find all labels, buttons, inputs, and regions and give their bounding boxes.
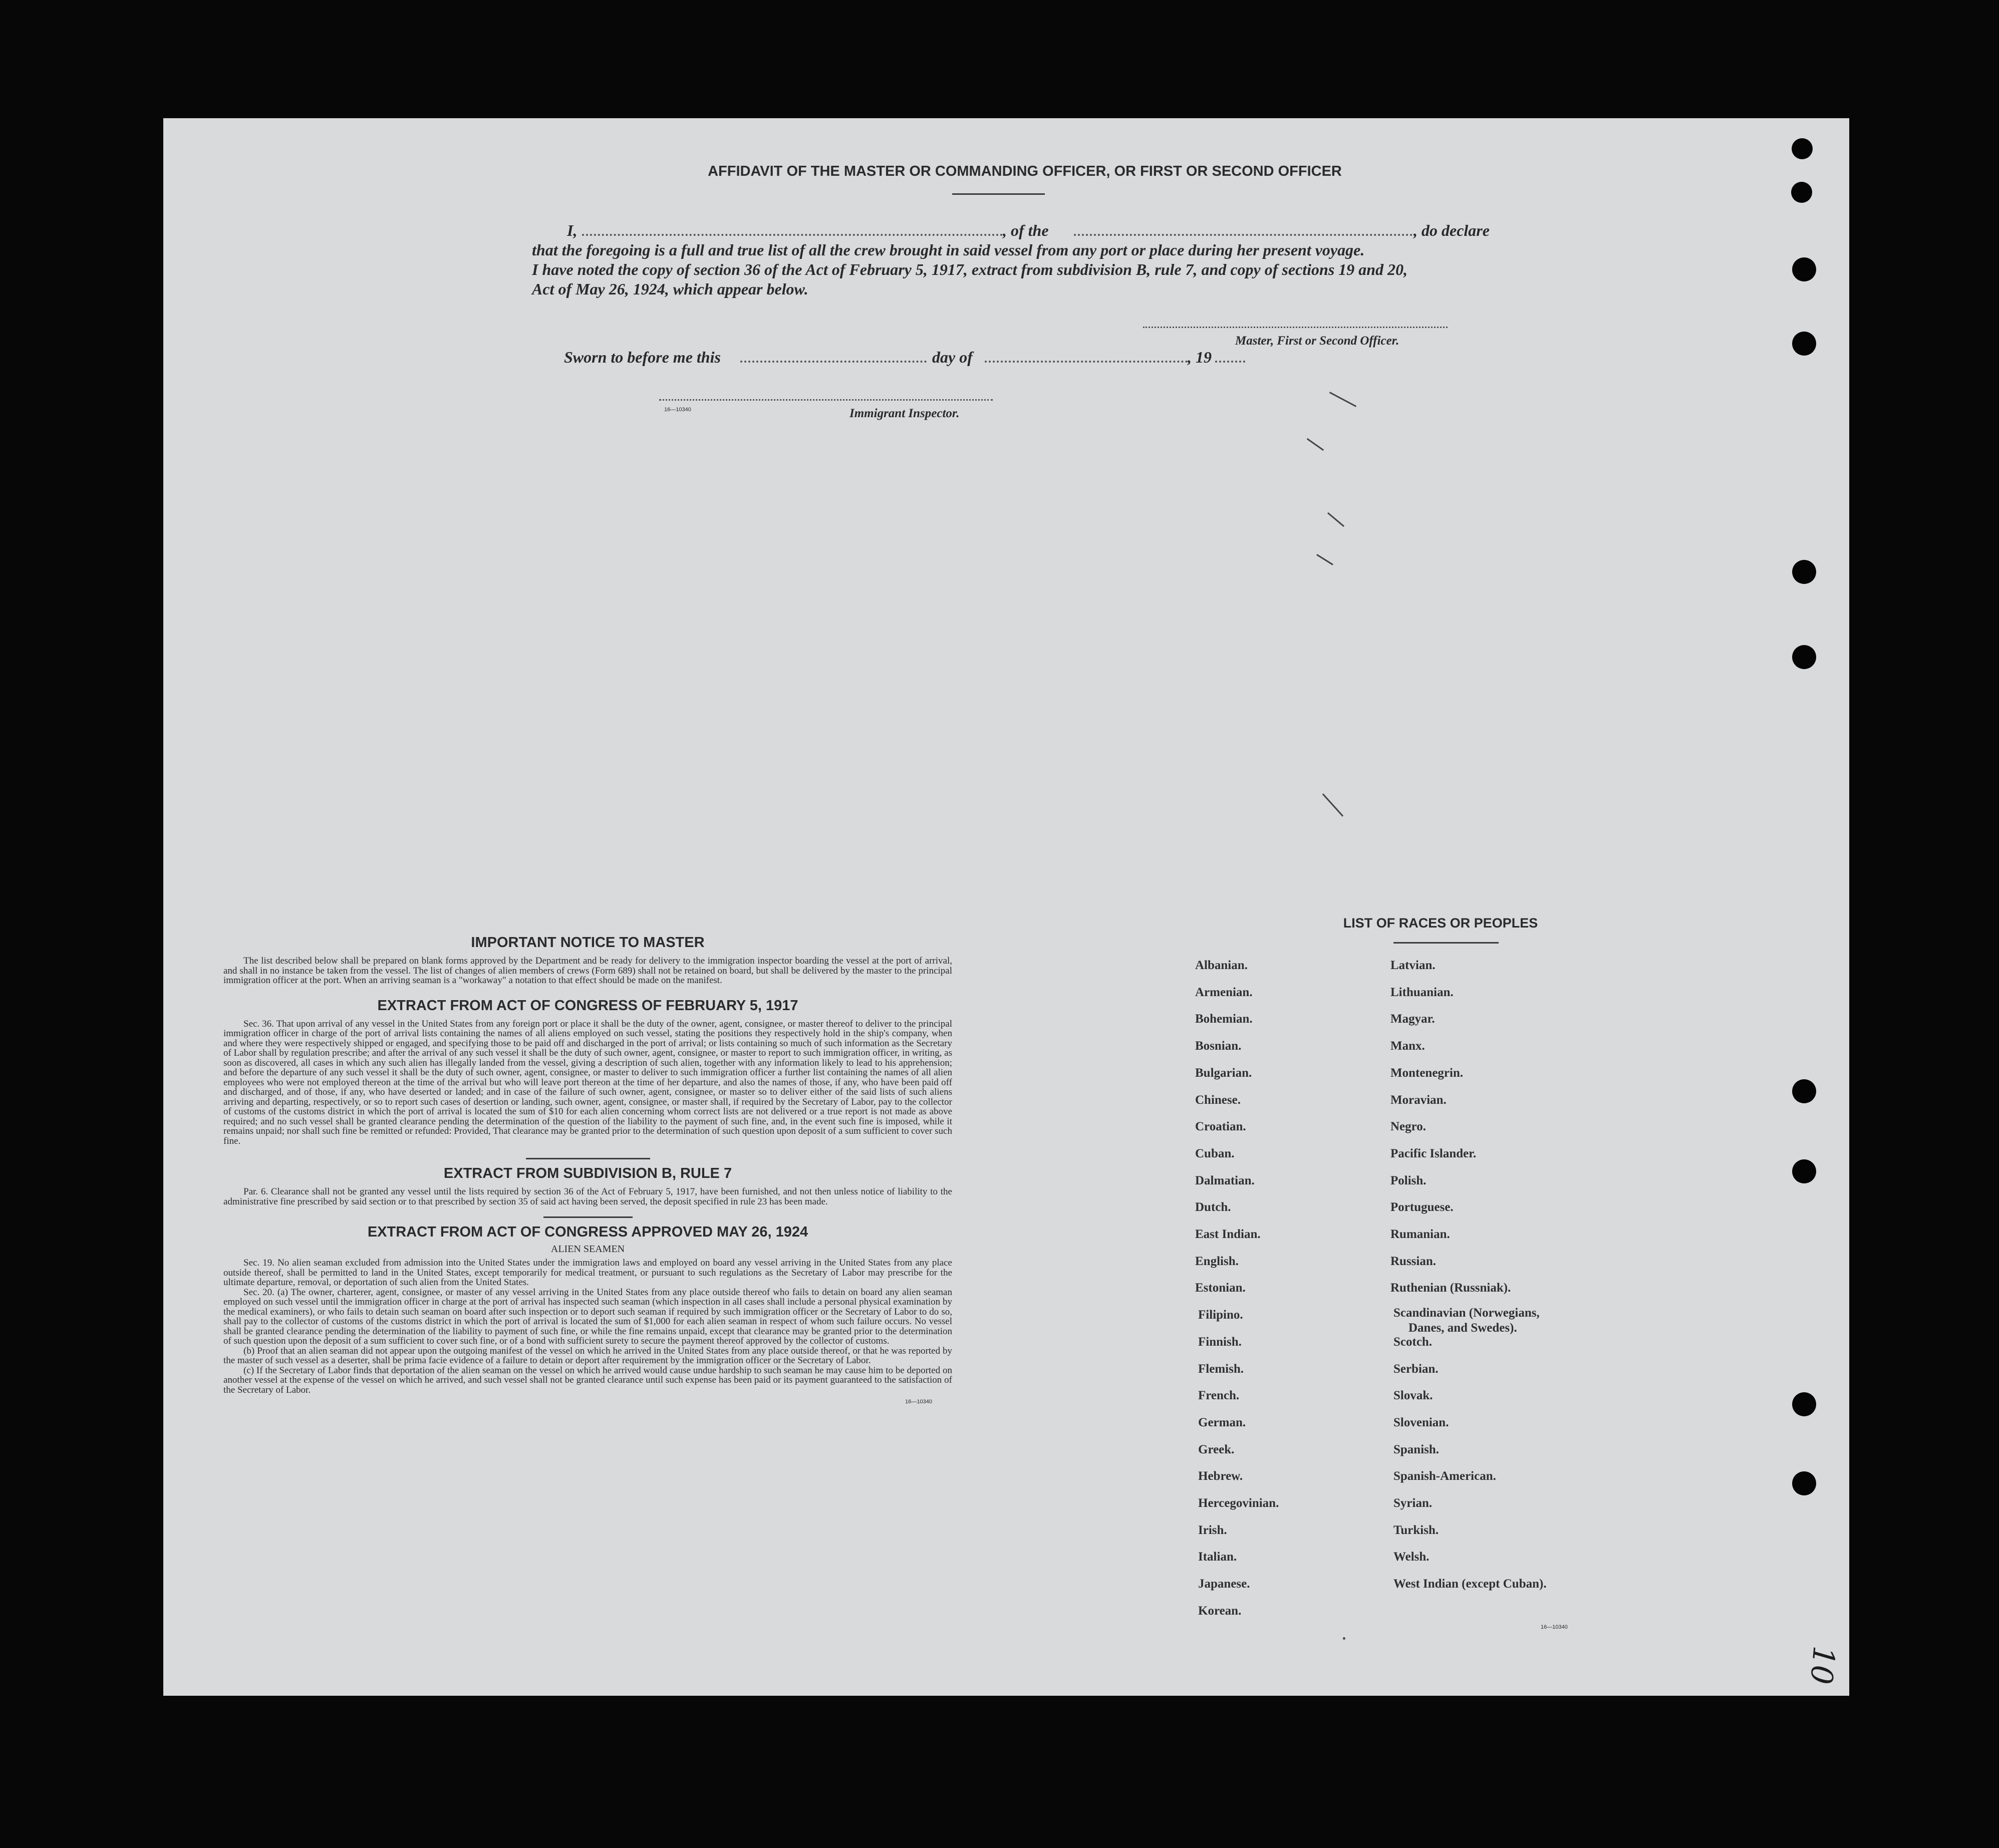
sworn-text: Sworn to before me this (564, 348, 721, 366)
sworn-day-blank[interactable] (740, 361, 927, 363)
race-item: Dalmatian. (1195, 1173, 1255, 1187)
extract-1924-text (223, 1258, 952, 1395)
affidavit-line-3: I have noted the copy of section 36 of the Act of February 5, 1917, extract from subdivision B, rule 7, and copy of sections 19 and 20, (532, 260, 1408, 278)
divider-2 (543, 1216, 633, 1218)
race-item: Danes, and Swedes). (1408, 1321, 1517, 1335)
title-rule (952, 193, 1045, 195)
race-item: East Indian. (1195, 1227, 1261, 1241)
master-signature-label: Master, First or Second Officer. (1235, 334, 1399, 348)
races-title-rule (1393, 942, 1499, 944)
race-item: Cuban. (1195, 1146, 1235, 1160)
race-item: Serbian. (1393, 1362, 1439, 1376)
speck-mark (1307, 438, 1324, 451)
race-item: German. (1198, 1415, 1246, 1429)
binder-hole (1792, 1079, 1816, 1103)
binder-hole (1792, 1471, 1816, 1495)
race-item: Slovenian. (1393, 1415, 1449, 1429)
affidavit-declaration (532, 221, 1634, 299)
handwritten-page-number: 10 (1803, 1644, 1842, 1686)
sworn-month-blank[interactable] (985, 361, 1188, 363)
speck-mark (1343, 1637, 1345, 1640)
affidavit-line-2: that the foregoing is a full and true list of all the crew brought in said vessel from any port or place during her present voyage. (532, 241, 1365, 259)
race-item: English. (1195, 1254, 1239, 1268)
extract-1917-text (223, 1019, 952, 1146)
speck-mark (1322, 793, 1343, 817)
legal-column (223, 935, 952, 1405)
divider-1 (526, 1158, 650, 1159)
race-item: Spanish-American. (1393, 1469, 1496, 1483)
sec36-paragraph: Sec. 36. That upon arrival of any vessel in the United States from any foreign port or place it shall be the duty of the owner, agent, consignee, or master thereof to deliver to the principal immigration officer in charge of the port of arrival lists containing the names of all aliens employed on such vessel, stating the positions they respectively hold in the ship's company, when and where they were respectively shipped or engaged, and specifying those to be paid off and discharged in the port of arrival; or lists containing so much of such information as the Secretary of Labor shall by regulation prescribe; and after the arrival of any such vessel it shall be the duty of such owner, agent, consignee, or master to report to such immigration officer, in writing, as soon as discovered, all cases in which any such alien has illegally landed from the vessel, giving a description of such alien, together with any information likely to lead to his apprehension; and before the departure of any such vessel it shall be the duty of such owner, agent, consignee, or master to deliver to such immigration officer a further list containing the names of all alien employees who were not employed thereon at the time of the arrival but who will leave port thereon at the time of her departure, and also the names of those, if any, who have been paid off and discharged, and of those, if any, who have deserted or landed; and in case of the failure of such owner, agent, consignee, or master so to deliver either of the said lists of such aliens arriving and departing, respectively, or so to report such cases of desertion or landing, such owner, agent, consignee, or master shall, if required by the Secretary of Labor, pay to the collector of customs of the customs district in which the port of arrival is located the sum of $10 for each alien concerning whom correct lists are not delivered or a true report is not made as above required; and no such vessel shall be granted clearance pending the determination of the question of the liability to the payment of such fine, and, in the event such fine is imposed, while it remains unpaid; nor shall such fine be remitted or refunded: Provided, That clearance may be granted prior to the determination of such question upon deposit of a sum sufficient to cover such fine. (223, 1018, 952, 1146)
sec20c-paragraph: (c) If the Secretary of Labor finds that deportation of the alien seaman on the vessel on which he arrived would cause undue hardship to such seaman he may cause him to be deported on another vessel at the expense of the vessel on which he arrived, and such vessel shall not be granted clearance until such expense has been paid or its payment guaranteed to the satisfaction of the Secretary of Labor. (223, 1365, 952, 1395)
name-blank[interactable] (582, 234, 1003, 236)
notice-text (223, 956, 952, 986)
race-item: Welsh. (1393, 1550, 1430, 1564)
master-signature-blank[interactable] (1143, 327, 1448, 328)
affidavit-do-declare: , do declare (1413, 221, 1490, 239)
race-item: Irish. (1198, 1523, 1227, 1537)
race-item: Estonian. (1195, 1281, 1246, 1295)
race-item: Ruthenian (Russniak). (1390, 1281, 1511, 1295)
document-page (163, 118, 1849, 1696)
race-item: Turkish. (1393, 1523, 1439, 1537)
sworn-line (564, 348, 1265, 368)
binder-hole (1791, 182, 1812, 203)
sec20a-paragraph: Sec. 20. (a) The owner, charterer, agent, consignee, or master of any vessel arriving in the United States from any place outside thereof who fails to detain on board any alien seaman employed on such vessel until the immigration officer in charge at the port of arrival has inspected such seaman (which inspection in all cases shall include a personal physical examination by the medical examiners), or who fails to detain such seaman on board after such inspection or to deport such seaman if required by such immigration officer or the Secretary of Labor to do so, shall pay to the collector of customs of the customs district in which the port of arrival is located the sum of $1,000 for each alien seaman in respect of whom such failure occurs. No vessel shall be granted clearance pending the determination of the liability to payment of such fine, or while the fine remains unpaid, except that clearance may be granted prior to the determination of such question upon the deposit of a sum sufficient to cover such fine, or of a bond with sufficient surety to secure the payment thereof approved by the collector of customs. (223, 1287, 952, 1346)
race-item: Bulgarian. (1195, 1066, 1252, 1080)
race-item: Latvian. (1390, 959, 1436, 972)
binder-hole (1792, 138, 1813, 159)
races-form-number: 16—10340 (1541, 1624, 1568, 1630)
vessel-blank[interactable] (1074, 234, 1412, 236)
race-item: Montenegrin. (1390, 1066, 1464, 1080)
race-item: Russian. (1390, 1254, 1437, 1268)
extract-1924-title: EXTRACT FROM ACT OF CONGRESS APPROVED MAY 26, 1924 (367, 1224, 808, 1240)
speck-mark (1327, 512, 1344, 527)
sec19-paragraph: Sec. 19. No alien seaman excluded from admission into the United States under the immigration laws and employed on board any vessel arriving in the United States from any place outside thereof, shall be permitted to land in the United States, except temporarily for medical treatment, or pursuant to such regulations as the Secretary of Labor may prescribe for the ultimate departure, removal, or deportation of such alien from the United States. (223, 1258, 952, 1288)
inspector-signature-blank[interactable] (659, 399, 993, 401)
race-item: Armenian. (1195, 985, 1253, 999)
rule7-paragraph: Par. 6. Clearance shall not be granted any vessel until the lists required by section 36 of the Act of February 5, 1917, have been furnished, and not then unless notice of liability to the administrative fine prescribed by said section or to that prescribed by section 35 of said act having been served, the deposit specified in rule 23 has been made. (223, 1186, 952, 1207)
race-item: Chinese. (1195, 1093, 1241, 1107)
race-item: Bohemian. (1195, 1012, 1253, 1026)
extract-form-number: 16—10340 (905, 1399, 932, 1405)
race-item: Italian. (1198, 1550, 1237, 1564)
extract-1917-title: EXTRACT FROM ACT OF CONGRESS OF FEBRUARY 5, 1917 (377, 997, 798, 1014)
race-item: French. (1198, 1389, 1240, 1403)
affidavit-i: I, (567, 221, 578, 239)
race-item: Hebrew. (1198, 1469, 1243, 1483)
notice-title: IMPORTANT NOTICE TO MASTER (471, 935, 705, 951)
notice-paragraph: The list described below shall be prepared on blank forms approved by the Department and be ready for delivery to the immigration inspector boarding the vessel at the port of arrival, and shall in no instance be taken from the vessel. The list of changes of alien members of crews (Form 689) shall not be retained on board, but shall be delivered by the master to the principal immigration officer at the port. When an arriving seaman is a "workaway" a notation to that effect should be made on the manifest. (223, 956, 952, 986)
race-item: Scandinavian (Norwegians, (1393, 1306, 1540, 1320)
race-item: Spanish. (1393, 1442, 1440, 1456)
year-text: , 19 (1188, 348, 1212, 366)
race-item: Dutch. (1195, 1200, 1231, 1214)
race-item: Magyar. (1390, 1012, 1435, 1026)
race-item: Filipino. (1198, 1308, 1243, 1322)
race-item: Bosnian. (1195, 1039, 1242, 1053)
race-item: Korean. (1198, 1604, 1242, 1618)
binder-hole (1792, 257, 1816, 281)
race-item: Albanian. (1195, 959, 1248, 972)
inspector-signature-label: Immigrant Inspector. (849, 407, 960, 420)
race-item: Hercegovinian. (1198, 1496, 1279, 1510)
race-item: Polish. (1390, 1173, 1426, 1187)
race-item: Slovak. (1393, 1389, 1433, 1403)
race-item: Greek. (1198, 1442, 1235, 1456)
binder-hole (1792, 645, 1816, 669)
race-item: Finnish. (1198, 1335, 1242, 1349)
alien-seamen-subtitle: ALIEN SEAMEN (550, 1244, 625, 1255)
race-item: Japanese. (1198, 1577, 1250, 1591)
race-item: Lithuanian. (1390, 985, 1454, 999)
speck-mark (1316, 554, 1333, 565)
rule7-text (223, 1187, 952, 1206)
rule7-title: EXTRACT FROM SUBDIVISION B, RULE 7 (443, 1165, 732, 1181)
affidavit-of-the: , of the (1003, 221, 1049, 239)
race-item: Flemish. (1198, 1362, 1244, 1376)
race-item: Portuguese. (1390, 1200, 1454, 1214)
binder-hole (1792, 1392, 1816, 1416)
races-title: LIST OF RACES OR PEOPLES (1343, 915, 1538, 931)
race-item: Manx. (1390, 1039, 1425, 1053)
binder-hole (1792, 332, 1816, 356)
race-item: West Indian (except Cuban). (1393, 1577, 1547, 1591)
binder-hole (1792, 1159, 1816, 1183)
affidavit-line-4: Act of May 26, 1924, which appear below. (532, 280, 808, 298)
race-item: Moravian. (1390, 1093, 1447, 1107)
race-item: Croatian. (1195, 1120, 1246, 1134)
speck-mark (1329, 392, 1356, 407)
binder-hole (1792, 560, 1816, 584)
sworn-year-blank[interactable] (1215, 361, 1245, 363)
affidavit-title: AFFIDAVIT OF THE MASTER OR COMMANDING OFFICER, OR FIRST OR SECOND OFFICER (708, 163, 1342, 179)
race-item: Rumanian. (1390, 1227, 1450, 1241)
race-item: Negro. (1390, 1120, 1426, 1134)
race-item: Scotch. (1393, 1335, 1433, 1349)
race-item: Syrian. (1393, 1496, 1433, 1510)
day-of-text: day of (932, 348, 973, 366)
inspector-form-number: 16—10340 (664, 407, 691, 413)
race-item: Pacific Islander. (1390, 1146, 1477, 1160)
sec20b-paragraph: (b) Proof that an alien seaman did not appear upon the outgoing manifest of the vessel on which he arrived in the United States from any place outside thereof, or that he was reported by the master of such vessel as a deserter, shall be prima facie evidence of a failure to detain or deport after requirement by the immigration officer or the Secretary of Labor. (223, 1345, 952, 1366)
